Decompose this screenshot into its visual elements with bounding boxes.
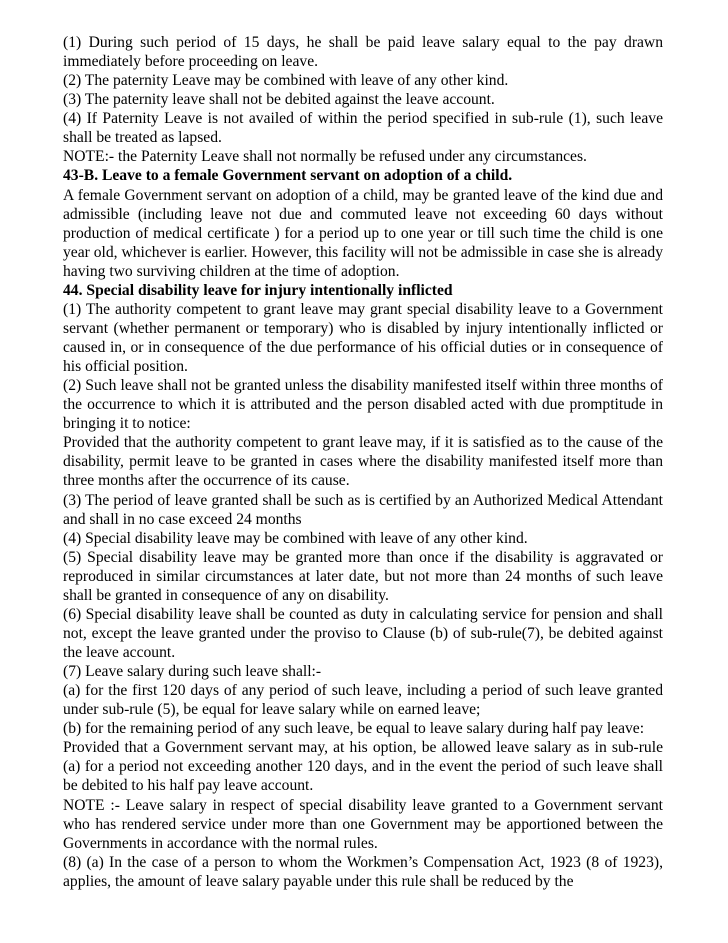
paragraph-2: (2) The paternity Leave may be combined with leave of any other kind. [63, 72, 509, 90]
proviso-44-2: Provided that the authority competent to grant leave may, if it is satisfied as to the cause of the disability, permit leave to be granted in cases where the disability manifested itself more than three months after the occurrence of its cause. [63, 434, 663, 490]
paragraph-44-8a: (8) (a) In the case of a person to whom the Workmen’s Compensation Act, 1923 (8 of 1923), applies, the amount of leave salary payable under this rule shall be reduced by the [63, 853, 663, 890]
paragraph-44-6: (6) Special disability leave shall be counted as duty in calculating service for pension and shall not, except the leave granted under the proviso to Clause (b) of sub-rule(7), be debited against the leave account. [63, 605, 663, 661]
paragraph-44-1: (1) The authority competent to grant leave may grant special disability leave to a Government servant (whether permanent or temporary) who is disabled by injury intentionally inflicted or caused in, or in consequence of the due performance of his official duties or in consequence of his official position. [63, 300, 663, 376]
paragraph-3: (3) The paternity leave shall not be debited against the leave account. [63, 91, 495, 109]
paragraph-44-5: (5) Special disability leave may be granted more than once if the disability is aggravated or reproduced in similar circumstances at later date, but not more than 24 months of such leave shall be granted in consequence of any on disability. [63, 548, 663, 604]
paragraph-1: (1) During such period of 15 days, he shall be paid leave salary equal to the pay drawn immediately before proceeding on leave. [63, 34, 663, 71]
note-paternity: NOTE:- the Paternity Leave shall not normally be refused under any circumstances. [63, 148, 587, 166]
paragraph-44-3: (3) The period of leave granted shall be such as is certified by an Authorized Medical Attendant and shall in no case exceed 24 months [63, 491, 663, 528]
section-heading-43b: 43-B. Leave to a female Government servant on adoption of a child. [63, 167, 513, 185]
paragraph-44-2: (2) Such leave shall not be granted unless the disability manifested itself within three months of the occurrence to which it is attributed and the person disabled acted with due promptitude in bringing it to notice: [63, 377, 663, 433]
document-page [63, 33, 663, 891]
paragraph-43b-body: A female Government servant on adoption of a child, may be granted leave of the kind due and admissible (including leave not due and commuted leave not exceeding 60 days without production of medical certificate ) for a period up to one year or till such time the child is one year old, whichever is earlier. However, this facility will not be admissible in case she is already having two surviving children at the time of adoption. [63, 186, 663, 280]
section-heading-44: 44. Special disability leave for injury intentionally inflicted [63, 281, 453, 299]
paragraph-44-7a: (a) for the first 120 days of any period of such leave, including a period of such leave granted under sub-rule (5), be equal for leave salary while on earned leave; [63, 682, 663, 719]
note-44-7: NOTE :- Leave salary in respect of special disability leave granted to a Government servant who has rendered service under more than one Government may be apportioned between the Governments in accordance with the normal rules. [63, 796, 663, 852]
paragraph-44-7b: (b) for the remaining period of any such leave, be equal to leave salary during half pay leave: [63, 720, 645, 738]
proviso-44-7: Provided that a Government servant may, at his option, be allowed leave salary as in sub-rule (a) for a period not exceeding another 120 days, and in the event the period of such leave shall be debited to his half pay leave account. [63, 739, 663, 795]
paragraph-44-7: (7) Leave salary during such leave shall:- [63, 663, 322, 681]
paragraph-44-4: (4) Special disability leave may be combined with leave of any other kind. [63, 529, 528, 547]
paragraph-4: (4) If Paternity Leave is not availed of within the period specified in sub-rule (1), such leave shall be treated as lapsed. [63, 110, 663, 147]
